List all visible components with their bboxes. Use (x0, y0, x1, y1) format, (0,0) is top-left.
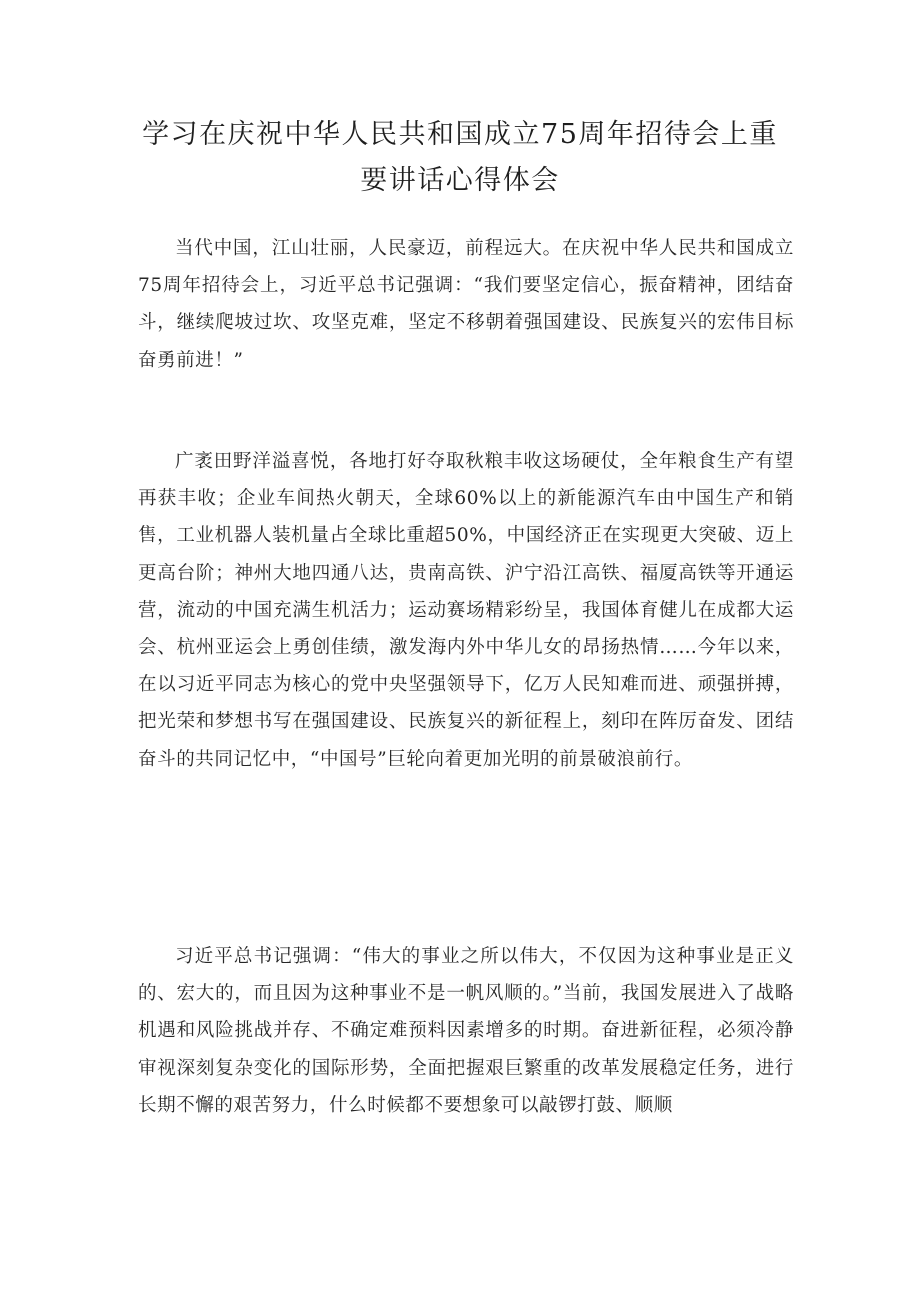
paragraph-1: 当代中国，江山壮丽，人民豪迈，前程远大。在庆祝中华人民共和国成立75周年招待会上，习近平总书记强调：“我们要坚定信心，振奋精神，团结奋斗，继续爬坡过坎、攻坚克难，坚定不移朝着强国建设、民族复兴的宏伟目标奋勇前进！” (138, 238, 794, 371)
paragraph-3: 习近平总书记强调：“伟大的事业之所以伟大，不仅因为这种事业是正义的、宏大的，而且因为这种事业不是一帆风顺的。”当前，我国发展进入了战略机遇和风险挑战并存、不确定难预料因素增多的时期。奋进新征程，必须冷静审视深刻复杂变化的国际形势，全面把握艰巨繁重的改革发展稳定任务，进行长期不懈的艰苦努力，什么时候都不要想象可以敲锣打鼓、顺顺 (138, 946, 794, 1116)
document-title: 学习在庆祝中华人民共和国成立75周年招待会上重要讲话心得体会 (142, 119, 778, 196)
paragraph-2: 广袤田野洋溢喜悦，各地打好夺取秋粮丰收这场硬仗，全年粮食生产有望再获丰收；企业车间热火朝天，全球60%以上的新能源汽车由中国生产和销售，工业机器人装机量占全球比重超50%，中国经济正在实现更大突破、迈上更高台阶；神州大地四通八达，贵南高铁、沪宁沿江高铁、福厦高铁等开通运营，流动的中国充满生机活力；运动赛场精彩纷呈，我国体育健儿在成都大运会、杭州亚运会上勇创佳绩，激发海内外中华儿女的昂扬热情……今年以来，在以习近平同志为核心的党中央坚强领导下，亿万人民知难而进、顽强拼搏，把光荣和梦想书写在强国建设、民族复兴的新征程上，刻印在阵厉奋发、团结奋斗的共同记忆中，“中国号”巨轮向着更加光明的前景破浪前行。 (138, 451, 794, 770)
